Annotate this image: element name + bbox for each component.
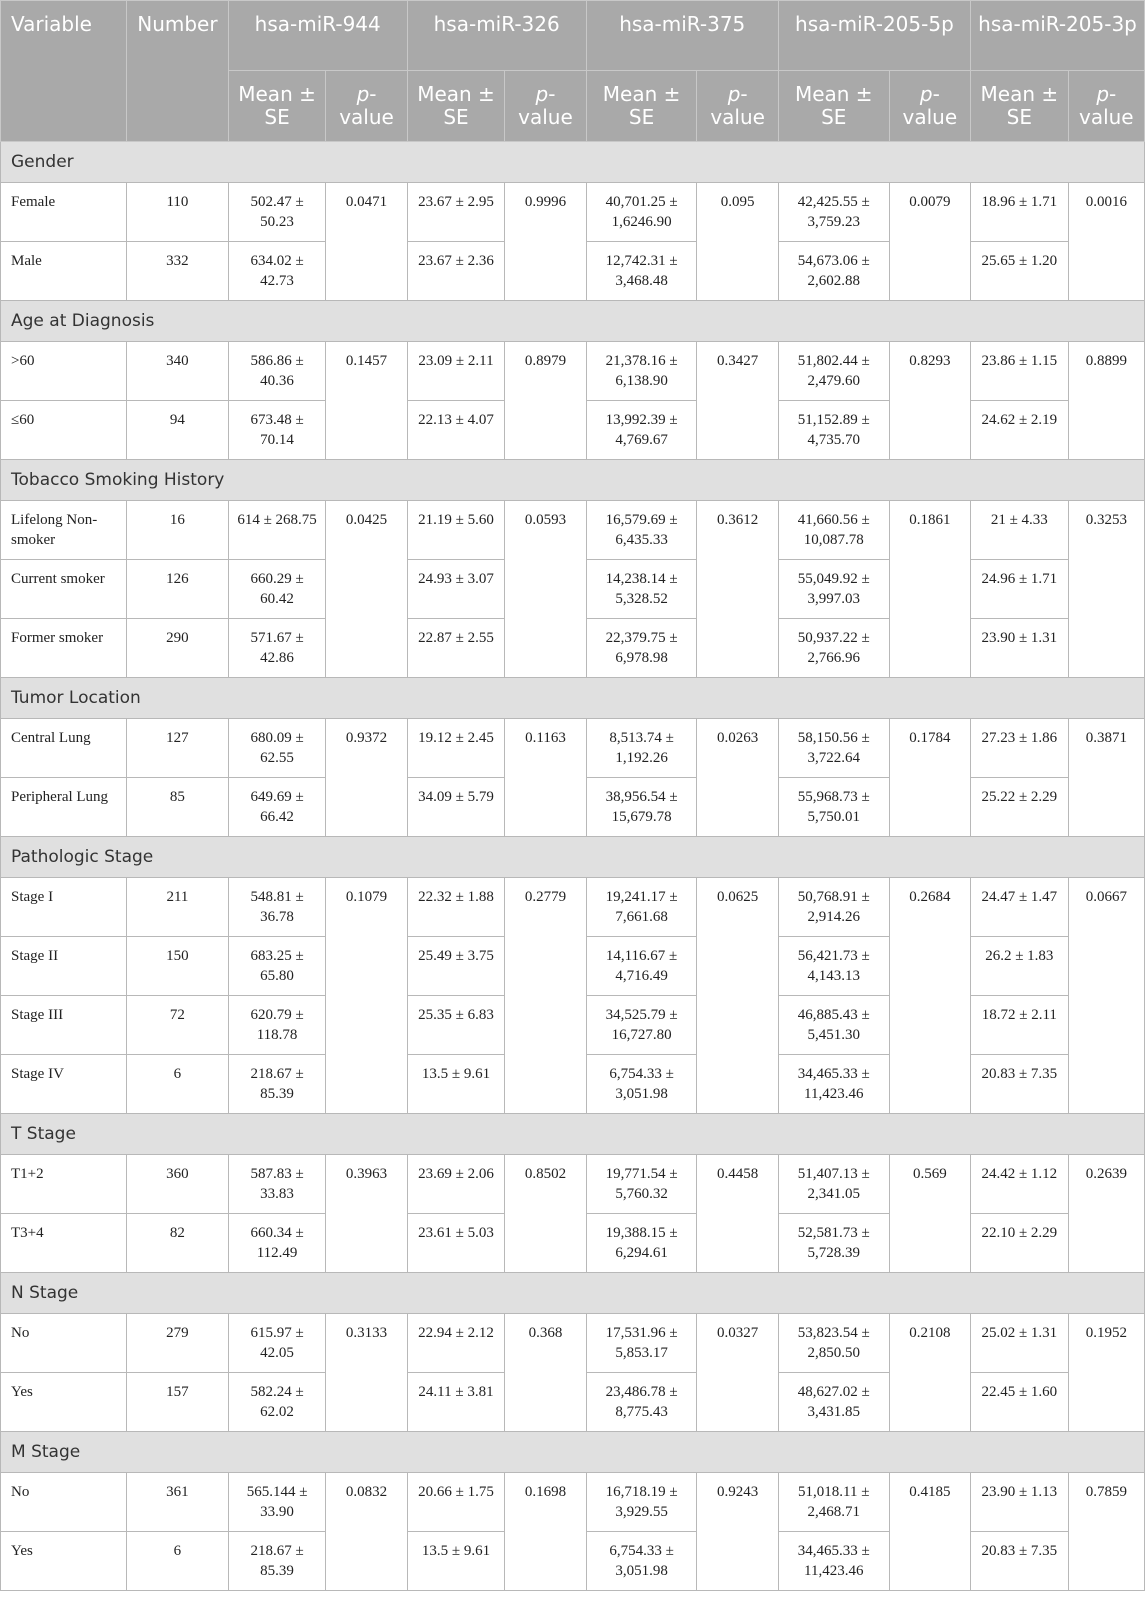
mean-se-cell: 42,425.55 ± 3,759.23 xyxy=(778,183,889,242)
mean-se-cell: 20.66 ± 1.75 xyxy=(407,1473,505,1532)
category-row xyxy=(1,1432,1145,1473)
mean-se-cell: 19,388.15 ± 6,294.61 xyxy=(586,1214,697,1273)
row-number: 211 xyxy=(127,878,229,937)
row-number: 290 xyxy=(127,619,229,678)
mean-se-cell: 34,525.79 ± 16,727.80 xyxy=(586,996,697,1055)
mean-se-cell: 22.13 ± 4.07 xyxy=(407,401,505,460)
mean-se-cell: 53,823.54 ± 2,850.50 xyxy=(778,1314,889,1373)
p-value-cell: 0.0079 xyxy=(889,183,970,301)
category-title: Tobacco Smoking History xyxy=(1,460,1145,501)
mean-se-cell: 19.12 ± 2.45 xyxy=(407,719,505,778)
p-value-cell: 0.9372 xyxy=(326,719,407,837)
mean-se-cell: 25.22 ± 2.29 xyxy=(971,778,1069,837)
p-value-cell: 0.9243 xyxy=(697,1473,778,1591)
row-number: 126 xyxy=(127,560,229,619)
p-value-cell: 0.3612 xyxy=(697,501,778,678)
row-label: Stage II xyxy=(1,937,127,996)
table-row xyxy=(1,1314,1145,1373)
row-number: 72 xyxy=(127,996,229,1055)
mean-se-cell: 614 ± 268.75 xyxy=(228,501,326,560)
table-row xyxy=(1,1155,1145,1214)
mean-se-cell: 587.83 ± 33.83 xyxy=(228,1155,326,1214)
p-value-cell: 0.9996 xyxy=(505,183,586,301)
mean-se-cell: 23,486.78 ± 8,775.43 xyxy=(586,1373,697,1432)
p-value-cell: 0.8899 xyxy=(1068,342,1144,460)
mean-se-cell: 22.94 ± 2.12 xyxy=(407,1314,505,1373)
p-value-cell: 0.0471 xyxy=(326,183,407,301)
row-label: Stage III xyxy=(1,996,127,1055)
row-label: No xyxy=(1,1314,127,1373)
mean-se-cell: 23.67 ± 2.95 xyxy=(407,183,505,242)
row-number: 127 xyxy=(127,719,229,778)
p-value-cell: 0.0593 xyxy=(505,501,586,678)
row-number: 332 xyxy=(127,242,229,301)
p-value-cell: 0.0016 xyxy=(1068,183,1144,301)
p-value-cell: 0.368 xyxy=(505,1314,586,1432)
header-mirna: hsa-miR-205-3p xyxy=(971,1,1145,71)
mean-se-cell: 23.67 ± 2.36 xyxy=(407,242,505,301)
mean-se-cell: 22.32 ± 1.88 xyxy=(407,878,505,937)
mean-se-cell: 40,701.25 ± 1,6246.90 xyxy=(586,183,697,242)
p-value-cell: 0.0832 xyxy=(326,1473,407,1591)
mean-se-cell: 23.09 ± 2.11 xyxy=(407,342,505,401)
mean-se-cell: 22,379.75 ± 6,978.98 xyxy=(586,619,697,678)
row-number: 85 xyxy=(127,778,229,837)
mean-se-cell: 54,673.06 ± 2,602.88 xyxy=(778,242,889,301)
table-row xyxy=(1,183,1145,242)
mean-se-cell: 25.35 ± 6.83 xyxy=(407,996,505,1055)
mean-se-cell: 51,152.89 ± 4,735.70 xyxy=(778,401,889,460)
mean-se-cell: 6,754.33 ± 3,051.98 xyxy=(586,1055,697,1114)
mean-se-cell: 13,992.39 ± 4,769.67 xyxy=(586,401,697,460)
mean-se-cell: 19,771.54 ± 5,760.32 xyxy=(586,1155,697,1214)
row-number: 94 xyxy=(127,401,229,460)
mean-se-cell: 14,116.67 ± 4,716.49 xyxy=(586,937,697,996)
mean-se-cell: 24.42 ± 1.12 xyxy=(971,1155,1069,1214)
mean-se-cell: 20.83 ± 7.35 xyxy=(971,1055,1069,1114)
p-value-cell: 0.0263 xyxy=(697,719,778,837)
row-number: 157 xyxy=(127,1373,229,1432)
p-value-cell: 0.8502 xyxy=(505,1155,586,1273)
category-row xyxy=(1,460,1145,501)
mean-se-cell: 50,937.22 ± 2,766.96 xyxy=(778,619,889,678)
p-value-cell: 0.4185 xyxy=(889,1473,970,1591)
mean-se-cell: 34.09 ± 5.79 xyxy=(407,778,505,837)
table-row xyxy=(1,1473,1145,1532)
row-number: 6 xyxy=(127,1532,229,1591)
mean-se-cell: 634.02 ± 42.73 xyxy=(228,242,326,301)
row-number: 361 xyxy=(127,1473,229,1532)
row-label: Peripheral Lung xyxy=(1,778,127,837)
row-label: Former smoker xyxy=(1,619,127,678)
category-row xyxy=(1,142,1145,183)
row-number: 16 xyxy=(127,501,229,560)
mean-se-cell: 22.10 ± 2.29 xyxy=(971,1214,1069,1273)
mean-se-cell: 38,956.54 ± 15,679.78 xyxy=(586,778,697,837)
mean-se-cell: 21.19 ± 5.60 xyxy=(407,501,505,560)
mean-se-cell: 23.86 ± 1.15 xyxy=(971,342,1069,401)
p-value-cell: 0.1784 xyxy=(889,719,970,837)
mean-se-cell: 16,718.19 ± 3,929.55 xyxy=(586,1473,697,1532)
p-value-cell: 0.3963 xyxy=(326,1155,407,1273)
mean-se-cell: 41,660.56 ± 10,087.78 xyxy=(778,501,889,560)
mean-se-cell: 660.29 ± 60.42 xyxy=(228,560,326,619)
mean-se-cell: 615.97 ± 42.05 xyxy=(228,1314,326,1373)
header-mirna: hsa-miR-205-5p xyxy=(778,1,970,71)
row-label: Female xyxy=(1,183,127,242)
p-value-cell: 0.1457 xyxy=(326,342,407,460)
mean-se-cell: 51,802.44 ± 2,479.60 xyxy=(778,342,889,401)
p-value-cell: 0.3427 xyxy=(697,342,778,460)
mean-se-cell: 46,885.43 ± 5,451.30 xyxy=(778,996,889,1055)
category-title: Gender xyxy=(1,142,1145,183)
mean-se-cell: 56,421.73 ± 4,143.13 xyxy=(778,937,889,996)
mean-se-cell: 48,627.02 ± 3,431.85 xyxy=(778,1373,889,1432)
mean-se-cell: 24.47 ± 1.47 xyxy=(971,878,1069,937)
row-label: No xyxy=(1,1473,127,1532)
mean-se-cell: 502.47 ± 50.23 xyxy=(228,183,326,242)
row-label: Current smoker xyxy=(1,560,127,619)
p-value-cell: 0.3133 xyxy=(326,1314,407,1432)
p-value-cell: 0.1163 xyxy=(505,719,586,837)
mean-se-cell: 586.86 ± 40.36 xyxy=(228,342,326,401)
row-number: 340 xyxy=(127,342,229,401)
header-p-value: p-value xyxy=(326,71,407,142)
table-row xyxy=(1,342,1145,401)
mean-se-cell: 52,581.73 ± 5,728.39 xyxy=(778,1214,889,1273)
p-value-cell: 0.0425 xyxy=(326,501,407,678)
row-label: Stage I xyxy=(1,878,127,937)
category-row xyxy=(1,837,1145,878)
mean-se-cell: 12,742.31 ± 3,468.48 xyxy=(586,242,697,301)
header-variable: Variable xyxy=(1,1,127,142)
row-label: Lifelong Non-smoker xyxy=(1,501,127,560)
header-mean-se: Mean ± SE xyxy=(778,71,889,142)
p-value-cell: 0.3253 xyxy=(1068,501,1144,678)
mean-se-cell: 582.24 ± 62.02 xyxy=(228,1373,326,1432)
mean-se-cell: 649.69 ± 66.42 xyxy=(228,778,326,837)
mean-se-cell: 21 ± 4.33 xyxy=(971,501,1069,560)
mean-se-cell: 27.23 ± 1.86 xyxy=(971,719,1069,778)
mean-se-cell: 22.45 ± 1.60 xyxy=(971,1373,1069,1432)
mean-se-cell: 571.67 ± 42.86 xyxy=(228,619,326,678)
row-number: 6 xyxy=(127,1055,229,1114)
p-value-cell: 0.0625 xyxy=(697,878,778,1114)
mean-se-cell: 673.48 ± 70.14 xyxy=(228,401,326,460)
mean-se-cell: 58,150.56 ± 3,722.64 xyxy=(778,719,889,778)
mean-se-cell: 26.2 ± 1.83 xyxy=(971,937,1069,996)
p-value-cell: 0.1698 xyxy=(505,1473,586,1591)
p-value-cell: 0.1079 xyxy=(326,878,407,1114)
header-number: Number xyxy=(127,1,229,142)
mean-se-cell: 55,049.92 ± 3,997.03 xyxy=(778,560,889,619)
p-value-cell: 0.2108 xyxy=(889,1314,970,1432)
p-value-cell: 0.1861 xyxy=(889,501,970,678)
mean-se-cell: 24.93 ± 3.07 xyxy=(407,560,505,619)
category-title: N Stage xyxy=(1,1273,1145,1314)
table-body xyxy=(1,142,1145,1591)
mean-se-cell: 683.25 ± 65.80 xyxy=(228,937,326,996)
mean-se-cell: 13.5 ± 9.61 xyxy=(407,1532,505,1591)
header-mean-se: Mean ± SE xyxy=(228,71,326,142)
category-row xyxy=(1,301,1145,342)
mean-se-cell: 34,465.33 ± 11,423.46 xyxy=(778,1532,889,1591)
header-p-value: p-value xyxy=(505,71,586,142)
mean-se-cell: 25.49 ± 3.75 xyxy=(407,937,505,996)
category-title: M Stage xyxy=(1,1432,1145,1473)
p-value-cell: 0.0667 xyxy=(1068,878,1144,1114)
row-label: Stage IV xyxy=(1,1055,127,1114)
header-row-mirnas xyxy=(1,1,1145,71)
p-value-cell: 0.7859 xyxy=(1068,1473,1144,1591)
mean-se-cell: 19,241.17 ± 7,661.68 xyxy=(586,878,697,937)
mean-se-cell: 565.144 ± 33.90 xyxy=(228,1473,326,1532)
mean-se-cell: 55,968.73 ± 5,750.01 xyxy=(778,778,889,837)
table-row xyxy=(1,878,1145,937)
mean-se-cell: 6,754.33 ± 3,051.98 xyxy=(586,1532,697,1591)
row-label: Yes xyxy=(1,1532,127,1591)
p-value-cell: 0.1952 xyxy=(1068,1314,1144,1432)
mean-se-cell: 23.90 ± 1.31 xyxy=(971,619,1069,678)
mean-se-cell: 51,018.11 ± 2,468.71 xyxy=(778,1473,889,1532)
category-row xyxy=(1,1273,1145,1314)
row-number: 150 xyxy=(127,937,229,996)
table-row xyxy=(1,719,1145,778)
row-number: 82 xyxy=(127,1214,229,1273)
p-value-cell: 0.095 xyxy=(697,183,778,301)
mean-se-cell: 16,579.69 ± 6,435.33 xyxy=(586,501,697,560)
header-mean-se: Mean ± SE xyxy=(971,71,1069,142)
p-value-cell: 0.2639 xyxy=(1068,1155,1144,1273)
p-value-cell: 0.8979 xyxy=(505,342,586,460)
row-number: 110 xyxy=(127,183,229,242)
row-label: >60 xyxy=(1,342,127,401)
mean-se-cell: 18.72 ± 2.11 xyxy=(971,996,1069,1055)
mean-se-cell: 680.09 ± 62.55 xyxy=(228,719,326,778)
row-number: 279 xyxy=(127,1314,229,1373)
mean-se-cell: 18.96 ± 1.71 xyxy=(971,183,1069,242)
mean-se-cell: 23.69 ± 2.06 xyxy=(407,1155,505,1214)
mean-se-cell: 24.11 ± 3.81 xyxy=(407,1373,505,1432)
row-label: T3+4 xyxy=(1,1214,127,1273)
p-value-cell: 0.2779 xyxy=(505,878,586,1114)
mean-se-cell: 8,513.74 ± 1,192.26 xyxy=(586,719,697,778)
mean-se-cell: 23.61 ± 5.03 xyxy=(407,1214,505,1273)
category-title: Pathologic Stage xyxy=(1,837,1145,878)
header-p-value: p-value xyxy=(697,71,778,142)
category-row xyxy=(1,678,1145,719)
mean-se-cell: 50,768.91 ± 2,914.26 xyxy=(778,878,889,937)
mean-se-cell: 34,465.33 ± 11,423.46 xyxy=(778,1055,889,1114)
p-value-cell: 0.569 xyxy=(889,1155,970,1273)
mean-se-cell: 21,378.16 ± 6,138.90 xyxy=(586,342,697,401)
mean-se-cell: 25.65 ± 1.20 xyxy=(971,242,1069,301)
mean-se-cell: 25.02 ± 1.31 xyxy=(971,1314,1069,1373)
category-row xyxy=(1,1114,1145,1155)
category-title: Age at Diagnosis xyxy=(1,301,1145,342)
mean-se-cell: 548.81 ± 36.78 xyxy=(228,878,326,937)
mean-se-cell: 23.90 ± 1.13 xyxy=(971,1473,1069,1532)
mean-se-cell: 17,531.96 ± 5,853.17 xyxy=(586,1314,697,1373)
header-p-value: p-value xyxy=(1068,71,1144,142)
p-value-cell: 0.4458 xyxy=(697,1155,778,1273)
header-p-value: p-value xyxy=(889,71,970,142)
header-mirna: hsa-miR-375 xyxy=(586,1,778,71)
mean-se-cell: 218.67 ± 85.39 xyxy=(228,1532,326,1591)
mean-se-cell: 660.34 ± 112.49 xyxy=(228,1214,326,1273)
row-label: T1+2 xyxy=(1,1155,127,1214)
category-title: Tumor Location xyxy=(1,678,1145,719)
table-row xyxy=(1,501,1145,560)
header-mirna: hsa-miR-944 xyxy=(228,1,407,71)
mean-se-cell: 20.83 ± 7.35 xyxy=(971,1532,1069,1591)
category-title: T Stage xyxy=(1,1114,1145,1155)
mean-se-cell: 620.79 ± 118.78 xyxy=(228,996,326,1055)
mean-se-cell: 51,407.13 ± 2,341.05 xyxy=(778,1155,889,1214)
header-mean-se: Mean ± SE xyxy=(407,71,505,142)
row-label: Central Lung xyxy=(1,719,127,778)
mean-se-cell: 13.5 ± 9.61 xyxy=(407,1055,505,1114)
p-value-cell: 0.3871 xyxy=(1068,719,1144,837)
p-value-cell: 0.8293 xyxy=(889,342,970,460)
mean-se-cell: 14,238.14 ± 5,328.52 xyxy=(586,560,697,619)
row-label: Yes xyxy=(1,1373,127,1432)
mean-se-cell: 218.67 ± 85.39 xyxy=(228,1055,326,1114)
mean-se-cell: 24.62 ± 2.19 xyxy=(971,401,1069,460)
mean-se-cell: 22.87 ± 2.55 xyxy=(407,619,505,678)
p-value-cell: 0.0327 xyxy=(697,1314,778,1432)
mean-se-cell: 24.96 ± 1.71 xyxy=(971,560,1069,619)
row-label: ≤60 xyxy=(1,401,127,460)
header-mean-se: Mean ± SE xyxy=(586,71,697,142)
row-label: Male xyxy=(1,242,127,301)
row-number: 360 xyxy=(127,1155,229,1214)
p-value-cell: 0.2684 xyxy=(889,878,970,1114)
header-mirna: hsa-miR-326 xyxy=(407,1,586,71)
